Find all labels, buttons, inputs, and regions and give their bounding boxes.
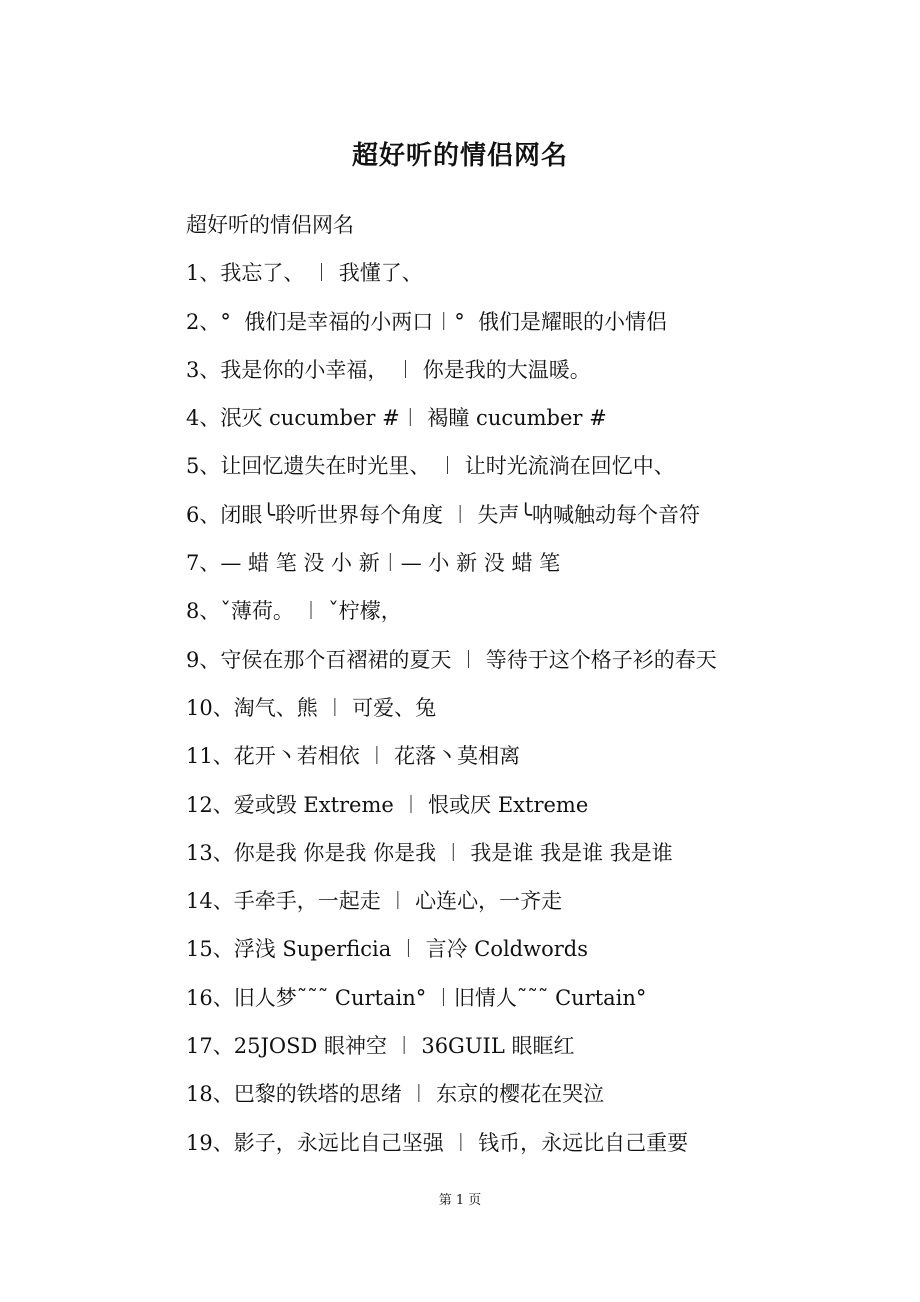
list-item: 4、泯灭 cucumber #︱ 褐瞳 cucumber # xyxy=(186,406,607,431)
list-item: 8、ˇ薄荷。 ︱ ˇ柠檬， xyxy=(186,599,402,624)
list-item: 12、爱或毁 Extreme ︱ 恨或厌 Extreme xyxy=(186,792,589,817)
list-item: 18、巴黎的铁塔的思绪 ︱ 东京的樱花在哭泣 xyxy=(186,1082,605,1107)
list-item: 6、闭眼╰聆听世界每个角度 ︱ 失声╰呐喊触动每个音符 xyxy=(186,502,700,527)
list-item: 14、手牵手，一起走 ︱ 心连心，一齐走 xyxy=(186,889,563,914)
list-item: 17、25JOSD 眼神空 ︱ 36GUIL 眼眶红 xyxy=(186,1034,575,1059)
document-title: 超好听的情侣网名 xyxy=(351,141,568,171)
list-item: 1、我忘了、 ︱ 我懂了、 xyxy=(186,261,423,286)
list-item: 19、影子，永远比自己坚强 ︱ 钱币，永远比自己重要 xyxy=(186,1130,689,1155)
list-item: 10、淘气、熊 ︱ 可爱、兔 xyxy=(186,695,437,720)
document-body xyxy=(186,207,826,1173)
list-item: 7、— 蜡 笔 没 小 新︱— 小 新 没 蜡 笔 xyxy=(186,551,561,576)
list-item: 16、旧人梦˜˜˜ Curtain° ︱旧情人˜˜˜ Curtain° xyxy=(186,985,647,1010)
list-item: 5、让回忆遗失在时光里、 ︱ 让时光流淌在回忆中、 xyxy=(186,454,675,479)
list-item: 15、浮浅 Superficia ︱ 言冷 Coldwords xyxy=(186,937,588,962)
list-item: 9、守侯在那个百褶裙的夏天 ︱ 等待于这个格子衫的春天 xyxy=(186,647,717,672)
list-item: 13、你是我 你是我 你是我 ︱ 我是谁 我是谁 我是谁 xyxy=(186,840,673,865)
list-item: 11、花开丶若相依 ︱ 花落丶莫相离 xyxy=(186,744,521,769)
list-item: 3、我是你的小幸福， ︱ 你是我的大温暖。 xyxy=(186,357,591,382)
list-item: 2、° 俄们是幸福的小两口︱° 俄们是耀眼的小情侣 xyxy=(186,309,668,334)
page-number: 第 1 页 xyxy=(438,1193,482,1208)
body-subtitle: 超好听的情侣网名 xyxy=(186,213,354,237)
